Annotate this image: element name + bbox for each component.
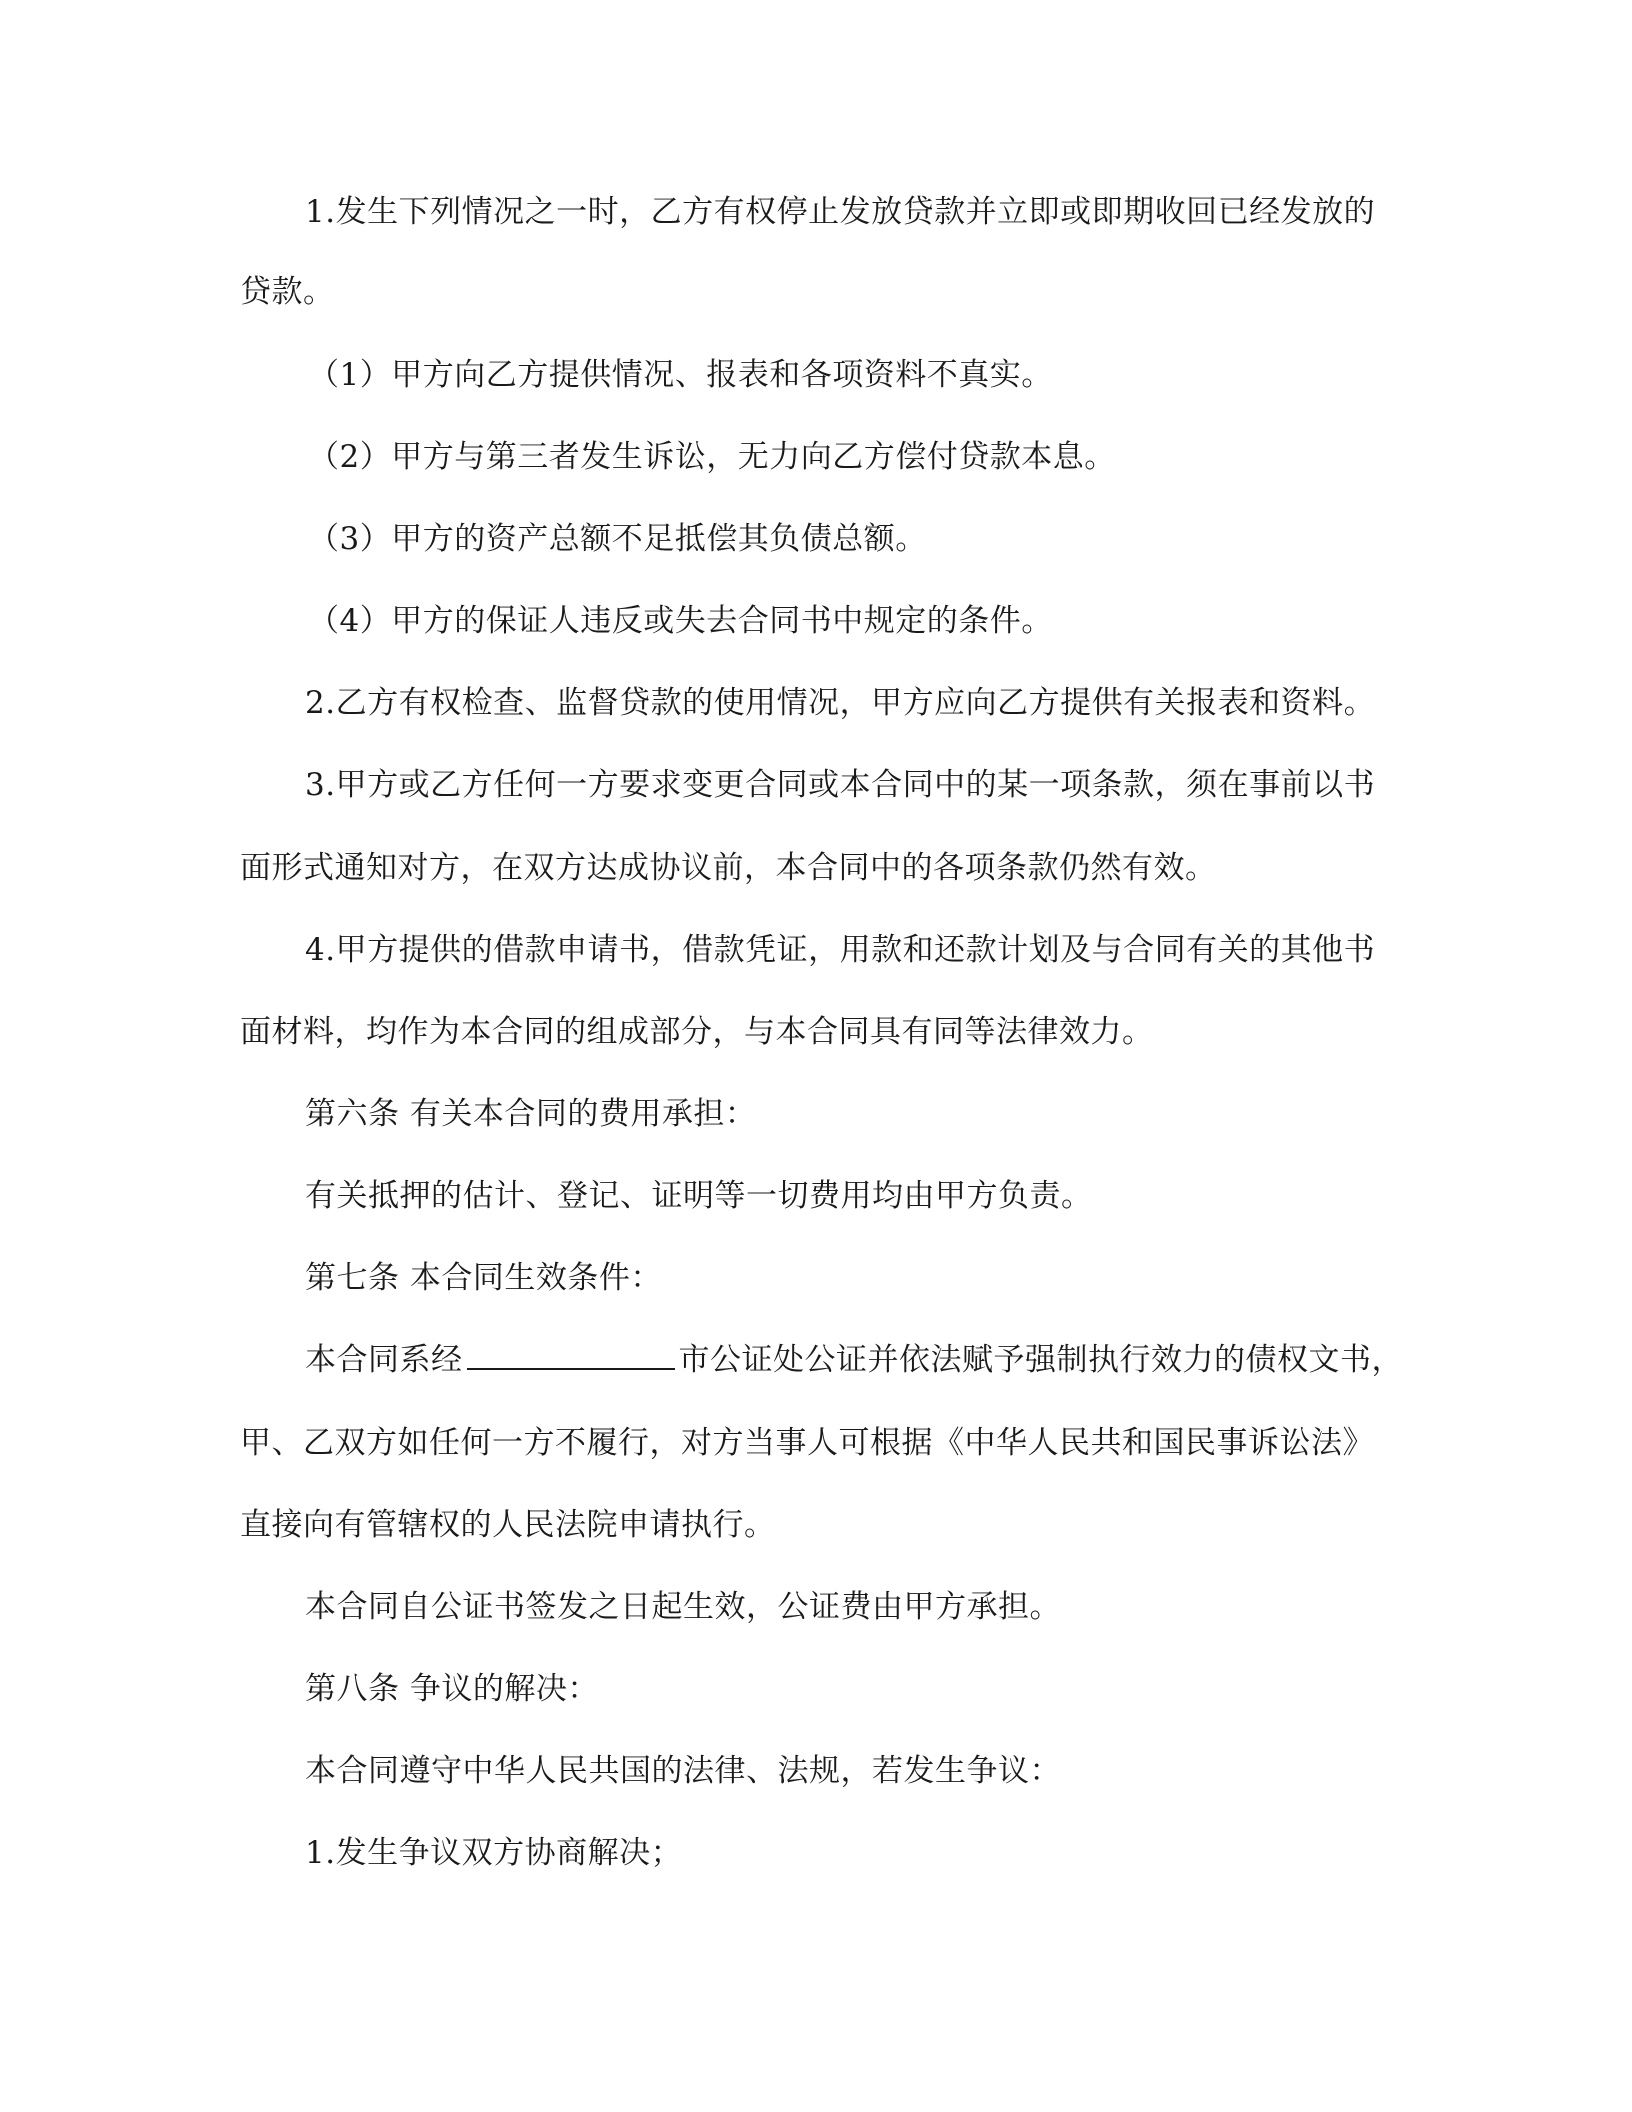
list-item-4: （4）甲方的保证人违反或失去合同书中规定的条件。: [308, 603, 1053, 639]
paragraph-clause-3-line-1: 3.甲方或乙方任何一方要求变更合同或本合同中的某一项条款，须在事前以书: [305, 767, 1376, 803]
paragraph-clause-4-line-1: 4.甲方提供的借款申请书，借款凭证，用款和还款计划及与合同有关的其他书: [305, 932, 1376, 968]
paragraph-article-8: 本合同遵守中华人民共国的法律、法规，若发生争议：: [305, 1753, 1061, 1789]
paragraph-article-7-line-3: 直接向有管辖权的人民法院申请执行。: [240, 1507, 776, 1543]
paragraph-article-7-line-1: [305, 1340, 1403, 1380]
fill-in-blank: [467, 1340, 675, 1370]
paragraph-clause-2: 2.乙方有权检查、监督贷款的使用情况，甲方应向乙方提供有关报表和资料。: [305, 685, 1376, 721]
paragraph-article-6: 有关抵押的估计、登记、证明等一切费用均由甲方负责。: [305, 1178, 1093, 1214]
list-item-3: （3）甲方的资产总额不足抵偿其负债总额。: [308, 521, 927, 557]
section-heading-article-8: 第八条 争议的解决：: [305, 1671, 599, 1707]
paragraph-article-7-effect: 本合同自公证书签发之日起生效，公证费由甲方承担。: [305, 1589, 1061, 1625]
paragraph-article-8-item-1: 1.发生争议双方协商解决；: [305, 1835, 683, 1871]
paragraph-article-7-text-after-blank: 市公证处公证并依法赋予强制执行效力的债权文书，: [678, 1342, 1403, 1378]
section-heading-article-7: 第七条 本合同生效条件：: [305, 1260, 662, 1296]
list-item-1: （1）甲方向乙方提供情况、报表和各项资料不真实。: [308, 357, 1053, 393]
paragraph-article-7-line-2: 甲、乙双方如任何一方不履行，对方当事人可根据《中华人民共和国民事诉讼法》: [240, 1425, 1374, 1461]
paragraph-clause-3-line-2: 面形式通知对方，在双方达成协议前，本合同中的各项条款仍然有效。: [240, 850, 1217, 886]
paragraph-clause-1-line-1: 1.发生下列情况之一时，乙方有权停止发放贷款并立即或即期收回已经发放的: [305, 194, 1376, 230]
paragraph-article-7-text-before-blank: 本合同系经: [305, 1342, 463, 1378]
paragraph-clause-4-line-2: 面材料，均作为本合同的组成部分，与本合同具有同等法律效力。: [240, 1014, 1154, 1050]
list-item-2: （2）甲方与第三者发生诉讼，无力向乙方偿付贷款本息。: [308, 439, 1116, 475]
section-heading-article-6: 第六条 有关本合同的费用承担：: [305, 1096, 757, 1132]
paragraph-clause-1-line-2: 贷款。: [240, 274, 335, 310]
